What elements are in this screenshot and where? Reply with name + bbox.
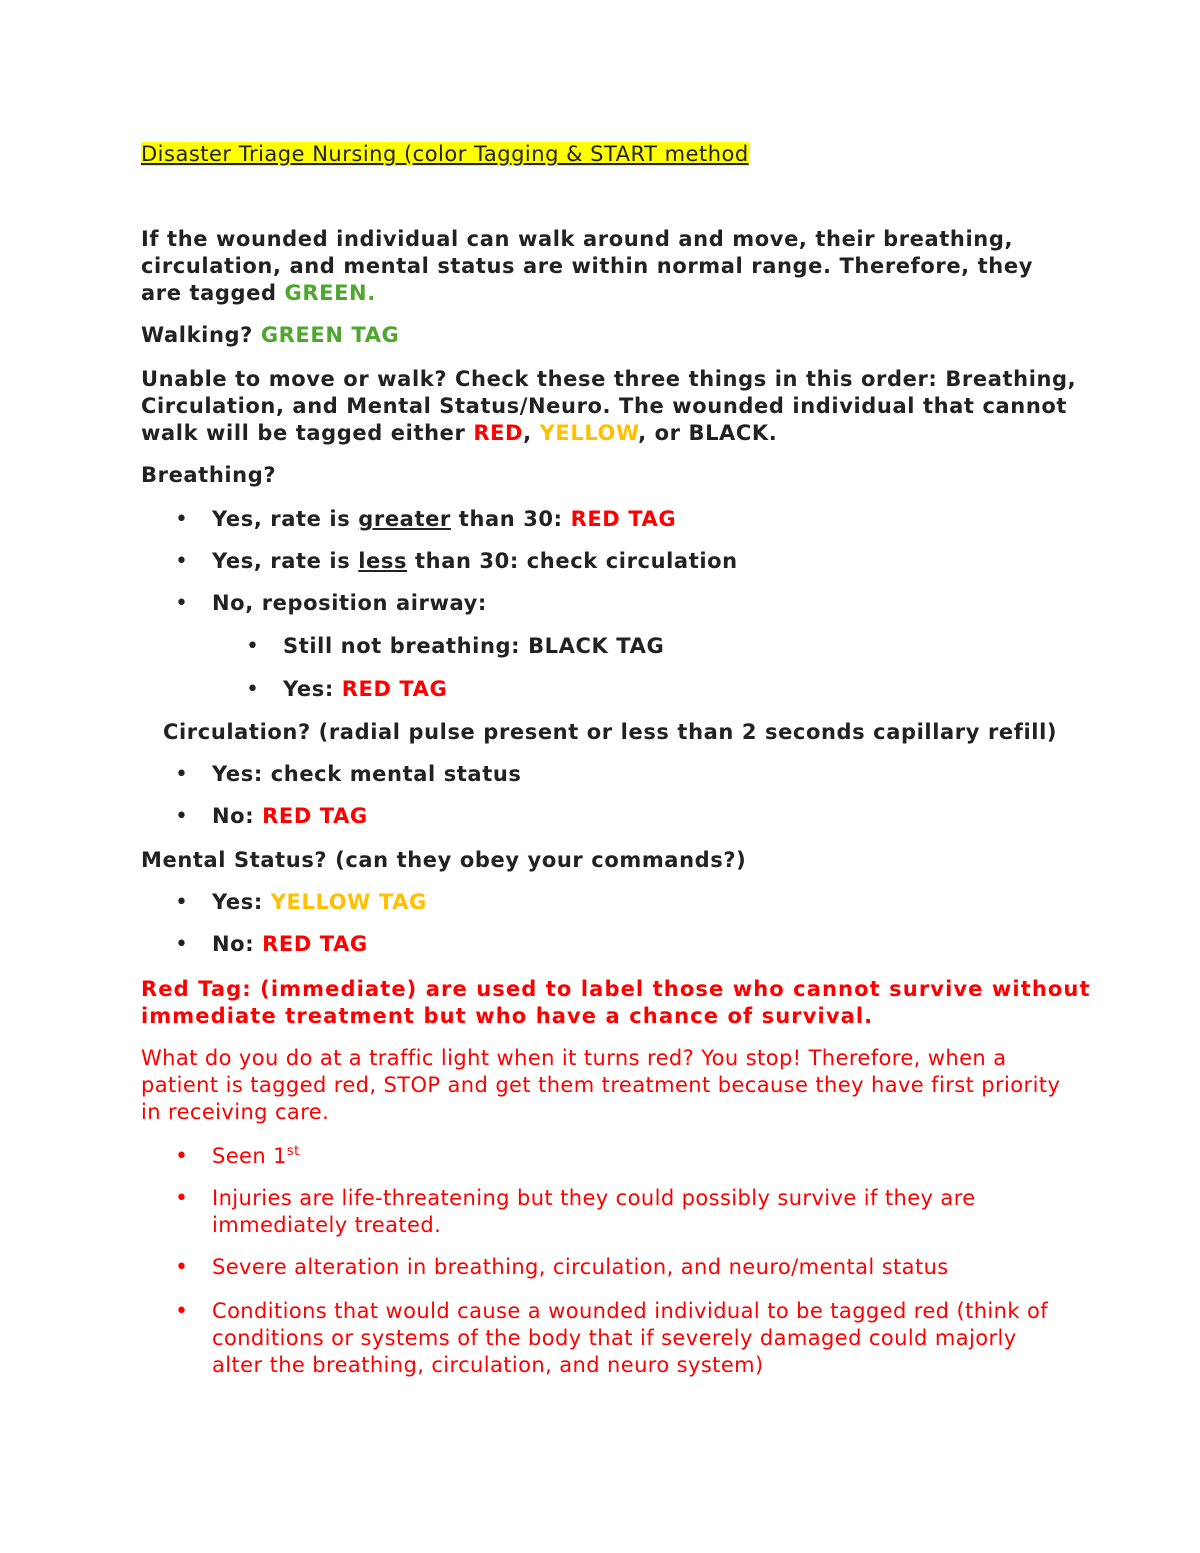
bullet-icon: •	[175, 507, 188, 532]
walking-line: Walking? GREEN TAG	[141, 323, 400, 347]
list-item: No: RED TAG	[212, 804, 368, 828]
red-word: RED	[473, 421, 524, 445]
intro-line: circulation, and mental status are within normal range. Therefore, they	[141, 254, 1033, 278]
bullet-icon: •	[175, 1255, 188, 1280]
yellow-word: YELLOW	[539, 421, 639, 445]
list-item: No, reposition airway:	[212, 591, 487, 615]
red-tag-label: RED TAG	[262, 804, 368, 828]
list-item-continuation: immediately treated.	[212, 1213, 442, 1237]
green-tag-label: GREEN TAG	[260, 323, 400, 347]
list-item: No: RED TAG	[212, 932, 368, 956]
red-tag-label: RED TAG	[262, 932, 368, 956]
list-item-continuation: alter the breathing, circulation, and neuro system)	[212, 1353, 764, 1377]
red-tag-paragraph: patient is tagged red, STOP and get them treatment because they have first priority	[141, 1073, 1061, 1097]
bullet-icon: •	[175, 804, 188, 829]
bullet-icon: •	[175, 1186, 188, 1211]
unable-line: walk will be tagged either RED, YELLOW, or BLACK.	[141, 421, 778, 445]
list-item: Yes: check mental status	[212, 762, 522, 786]
list-item: Yes, rate is less than 30: check circulation	[212, 549, 738, 573]
list-item: Conditions that would cause a wounded individual to be tagged red (think of	[212, 1299, 1049, 1323]
bullet-icon: •	[175, 762, 188, 787]
unable-line: Circulation, and Mental Status/Neuro. The wounded individual that cannot	[141, 394, 1068, 418]
sub-list-item: Still not breathing: BLACK TAG	[283, 634, 665, 658]
list-item: Injuries are life-threatening but they could possibly survive if they are	[212, 1186, 976, 1210]
mental-status-heading: Mental Status? (can they obey your commands?)	[141, 848, 747, 872]
bullet-icon: •	[175, 1299, 188, 1324]
bullet-icon: •	[175, 932, 188, 957]
bullet-icon: •	[246, 634, 259, 659]
bullet-icon: •	[175, 1144, 188, 1169]
bullet-icon: •	[175, 549, 188, 574]
red-tag-heading: Red Tag: (immediate) are used to label those who cannot survive without	[141, 977, 1091, 1001]
sub-list-item: Yes: RED TAG	[283, 677, 448, 701]
red-tag-label: RED TAG	[570, 507, 677, 531]
red-tag-paragraph: in receiving care.	[141, 1100, 330, 1124]
document-title: Disaster Triage Nursing (color Tagging & START method	[141, 142, 749, 166]
yellow-tag-label: YELLOW TAG	[270, 890, 427, 914]
red-tag-heading: immediate treatment but who have a chance of survival.	[141, 1004, 874, 1028]
list-item-continuation: conditions or systems of the body that if severely damaged could majorly	[212, 1326, 1017, 1350]
red-tag-label: RED TAG	[341, 677, 448, 701]
intro-line: If the wounded individual can walk around and move, their breathing,	[141, 227, 1014, 251]
bullet-icon: •	[175, 890, 188, 915]
circulation-heading: Circulation? (radial pulse present or less than 2 seconds capillary refill)	[163, 720, 1058, 744]
list-item: Severe alteration in breathing, circulation, and neuro/mental status	[212, 1255, 949, 1279]
bullet-icon: •	[246, 677, 259, 702]
list-item: Seen 1st	[212, 1144, 300, 1168]
unable-line: Unable to move or walk? Check these three things in this order: Breathing,	[141, 367, 1077, 391]
list-item: Yes: YELLOW TAG	[212, 890, 427, 914]
green-tag-text: GREEN.	[284, 281, 376, 305]
bullet-icon: •	[175, 591, 188, 616]
intro-line: are tagged GREEN.	[141, 281, 376, 305]
breathing-heading: Breathing?	[141, 463, 277, 487]
list-item: Yes, rate is greater than 30: RED TAG	[212, 507, 677, 531]
red-tag-paragraph: What do you do at a traffic light when it turns red? You stop! Therefore, when a	[141, 1046, 1007, 1070]
